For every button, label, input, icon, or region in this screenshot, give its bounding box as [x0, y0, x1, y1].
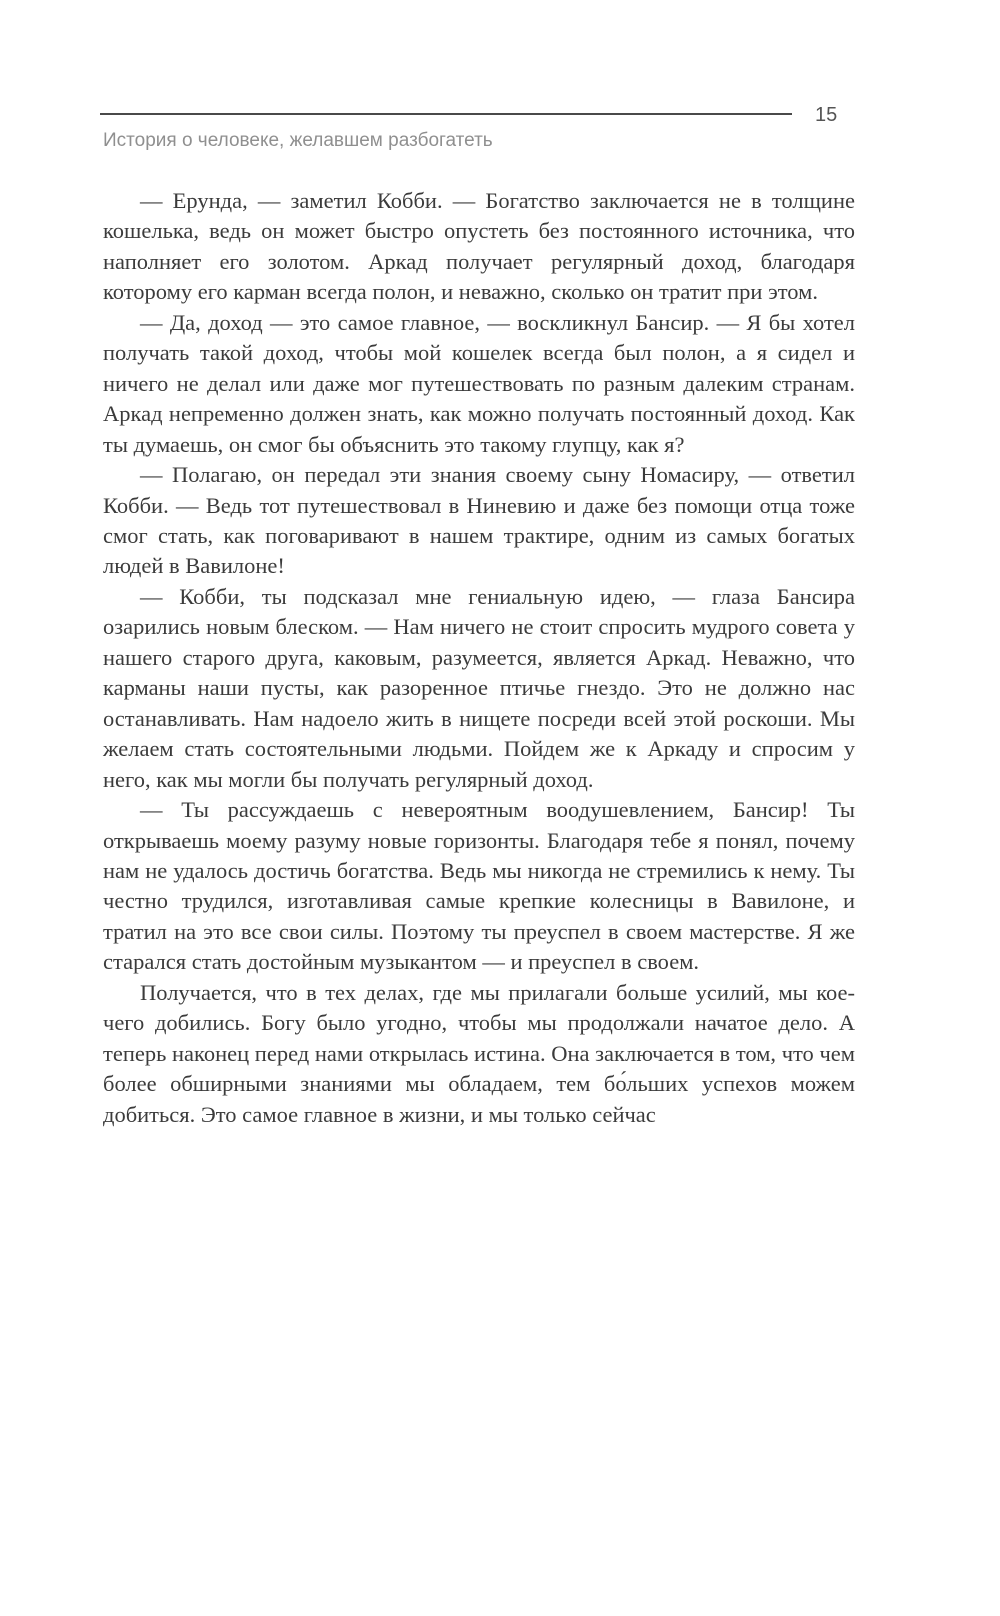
paragraph: — Ты рассуждаешь с невероятным воодушевлением, Бансир! Ты открываешь моему разуму новые горизонты. Благодаря тебе я понял, почему нам не удалось достичь богатства. Ведь мы никогда не стремились к нему. Ты честно трудился, изготавливая самые крепкие колесницы в Вавилоне, и тратил на это все свои силы. Поэтому ты преуспел в своем мастерстве. Я же старался стать достойным музыкантом — и преуспел в своем.: [103, 797, 855, 975]
running-header: История о человеке, желавшем разбогатеть: [103, 130, 493, 151]
paragraph: — Да, доход — это самое главное, — воскликнул Бансир. — Я бы хотел получать такой доход, чтобы мой кошелек всегда был полон, а я сидел и ничего не делал или даже мог путешествовать по разным далеким странам. Аркад непременно должен знать, как можно получать постоянный доход. Как ты думаешь, он смог бы объяснить это такому глупцу, как я?: [103, 309, 855, 457]
paragraph: — Ерунда, — заметил Кобби. — Богатство заключается не в толщине кошелька, ведь он может быстро опустеть без постоянного источника, что наполняет его золотом. Аркад получает регулярный доход, благодаря которому его карман всегда полон, и неважно, сколько он тратит при этом.: [103, 188, 855, 305]
paragraph: Получается, что в тех делах, где мы прилагали больше усилий, мы кое-чего добились. Богу было угодно, чтобы мы продолжали начатое дело. А теперь наконец перед нами открылась истина. Она заключается в том, что чем более обширными знаниями мы обладаем, тем бо́льших успехов можем добиться. Это самое главное в жизни, и мы только сейчас: [103, 979, 855, 1127]
page-body: [103, 186, 855, 1130]
paragraph: — Полагаю, он передал эти знания своему сыну Номасиру, — ответил Кобби. — Ведь тот путешествовал в Ниневию и даже без помощи отца тоже смог стать, как поговаривают в нашем трактире, одним из самых богатых людей в Вавилоне!: [103, 462, 855, 579]
paragraph: — Кобби, ты подсказал мне гениальную идею, — глаза Бансира озарились новым блеском. — Нам ничего не стоит спросить мудрого совета у нашего старого друга, каковым, разумеется, является Аркад. Неважно, что карманы наши пусты, как разоренное птичье гнездо. Это не должно нас останавливать. Нам надоело жить в нищете посреди всей этой роскоши. Мы желаем стать состоятельными людьми. Пойдем же к Аркаду и спросим у него, как мы могли бы получать регулярный доход.: [103, 583, 855, 792]
page-number: 15: [815, 104, 838, 126]
header-rule: [100, 113, 792, 115]
